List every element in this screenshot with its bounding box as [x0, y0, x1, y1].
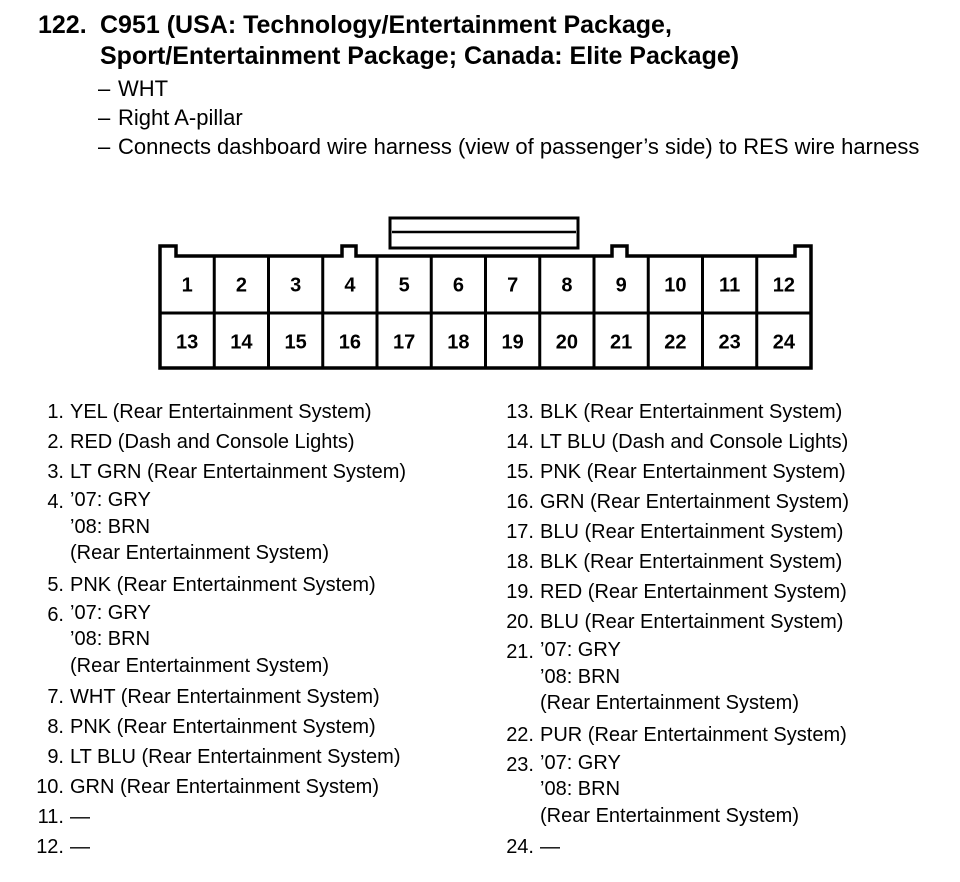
connector-title-line-2: Sport/Entertainment Package; Canada: Elite Package)	[100, 42, 740, 70]
pin-number: 20	[555, 331, 578, 354]
pin-wire-description: BLU (Rear Entertainment System)	[540, 521, 844, 543]
pin-number: 6	[452, 274, 464, 297]
pin-wire-description: ’07: GRY	[540, 751, 621, 774]
pin-wire-description: LT BLU (Rear Entertainment System)	[70, 746, 401, 768]
pin-number: 11	[719, 274, 741, 297]
pin-list-number: 21.	[506, 641, 534, 663]
pin-wire-description: PNK (Rear Entertainment System)	[70, 573, 376, 596]
pin-list-number: 17.	[506, 521, 534, 543]
pin-wire-description: ’08: BRN	[70, 515, 151, 538]
pin-number: 22	[664, 331, 687, 354]
pin-number: 14	[230, 331, 253, 354]
pin-wire-description: —	[540, 836, 560, 858]
pin-list-item	[30, 742, 470, 772]
pin-list-number: 14.	[506, 431, 534, 453]
pin-wire-description: ’07: GRY	[70, 489, 151, 511]
pin-number: 18	[447, 331, 470, 354]
pin-list-number: 6.	[47, 603, 64, 626]
pin-number: 19	[501, 331, 524, 354]
pin-list-item	[500, 637, 940, 717]
pin-wire-description: LT BLU (Dash and Console Lights)	[540, 431, 849, 453]
pin-wire-description: BLK (Rear Entertainment System)	[540, 551, 843, 573]
pin-wire-description: GRN (Rear Entertainment System)	[540, 491, 849, 513]
pin-wire-description: ’08: BRN	[540, 778, 621, 800]
connector-diagram	[0, 0, 960, 400]
detail-text: WHT	[118, 76, 169, 101]
pin-list-item	[30, 570, 470, 600]
pin-wire-description: PNK (Rear Entertainment System)	[540, 461, 846, 483]
pin-list-item	[30, 427, 470, 457]
pin-number: 7	[507, 274, 519, 297]
pin-number: 13	[176, 331, 199, 354]
pin-wire-description: LT GRN (Rear Entertainment System)	[70, 461, 407, 483]
pin-list-number: 13.	[506, 401, 534, 423]
pin-wire-description: —	[70, 836, 90, 858]
pin-list-number: 11.	[37, 806, 64, 828]
pin-list-item	[30, 682, 470, 712]
detail-text: Right A-pillar	[118, 105, 243, 130]
pin-number: 1	[181, 274, 193, 297]
connector-title-line-1: C951 (USA: Technology/Entertainment Package,	[100, 11, 672, 39]
pin-list-item	[30, 802, 470, 832]
pin-list-item	[30, 600, 470, 680]
pin-wire-description: PUR (Rear Entertainment System)	[540, 723, 847, 746]
pin-number: 21	[610, 331, 633, 354]
pin-number: 4	[344, 274, 356, 297]
detail-text: Connects dashboard wire harness (view of passenger’s side) to RES wire harness	[118, 134, 920, 159]
pin-list-number: 18.	[506, 551, 534, 573]
pin-wire-description: BLU (Rear Entertainment System)	[540, 611, 844, 633]
pin-list-item	[500, 457, 940, 487]
pin-list-item	[30, 457, 470, 487]
pin-wire-description: ’07: GRY	[70, 601, 151, 624]
pin-number: 24	[772, 331, 795, 354]
section-number: 122.	[38, 11, 87, 39]
pin-list-left	[30, 397, 470, 862]
pin-number: 23	[718, 331, 741, 354]
pin-list-item	[30, 772, 470, 802]
pin-wire-description: ’08: BRN	[540, 665, 621, 688]
pin-list-item	[30, 397, 470, 427]
pin-list-item	[500, 750, 940, 830]
pin-list-right	[500, 397, 940, 862]
pin-list-item	[500, 397, 940, 427]
pin-wire-description: (Rear Entertainment System)	[70, 542, 329, 564]
pin-list-number: 22.	[506, 723, 534, 746]
pin-list-number: 16.	[506, 491, 534, 513]
pin-list-item	[500, 427, 940, 457]
pin-number: 10	[664, 274, 687, 297]
pin-wire-description: BLK (Rear Entertainment System)	[540, 401, 843, 423]
pin-list-item	[500, 517, 940, 547]
pin-list-number: 8.	[47, 716, 64, 738]
pin-wire-description: RED (Rear Entertainment System)	[540, 581, 847, 603]
pin-wire-description: YEL (Rear Entertainment System)	[70, 401, 372, 423]
pin-wire-description: RED (Dash and Console Lights)	[70, 431, 355, 453]
pin-list-number: 9.	[47, 746, 64, 768]
pin-wire-description: (Rear Entertainment System)	[540, 692, 799, 714]
pin-list-number: 1.	[47, 401, 64, 423]
pin-wire-description: —	[70, 806, 90, 828]
pin-list-number: 15.	[506, 461, 534, 483]
pin-wire-description: ’07: GRY	[540, 639, 621, 661]
pin-list-number: 12.	[36, 836, 64, 858]
pin-wire-description: ’08: BRN	[70, 628, 151, 650]
pin-number: 17	[393, 331, 416, 354]
pin-wire-description: GRN (Rear Entertainment System)	[70, 776, 379, 798]
pin-list-item	[500, 487, 940, 517]
pin-list-number: 20.	[506, 611, 534, 633]
pin-list-item	[500, 832, 940, 862]
pin-list-item	[500, 577, 940, 607]
connector-face-svg	[0, 0, 960, 400]
pin-number: 15	[284, 331, 307, 354]
pin-list-item	[30, 832, 470, 862]
pin-wire-description: (Rear Entertainment System)	[540, 804, 799, 827]
pin-list-number: 2.	[47, 431, 64, 453]
bullet-dash: –	[98, 105, 111, 130]
pin-list-number: 3.	[47, 461, 64, 483]
pin-list-number: 24.	[506, 836, 534, 858]
pin-list-number: 23.	[506, 753, 534, 776]
pin-list-item	[30, 487, 470, 567]
pin-list-item	[500, 607, 940, 637]
pin-list-item	[30, 712, 470, 742]
pin-list-number: 5.	[47, 573, 64, 596]
pin-number: 12	[772, 274, 795, 297]
pin-list-item	[500, 720, 940, 750]
bullet-dash: –	[98, 134, 111, 159]
pin-number: 8	[561, 274, 573, 297]
pin-list-number: 4.	[47, 491, 64, 513]
pin-list-item	[500, 547, 940, 577]
pin-wire-description: PNK (Rear Entertainment System)	[70, 716, 376, 738]
pin-number: 3	[290, 274, 302, 297]
pin-number: 2	[235, 274, 247, 297]
pin-number: 16	[338, 331, 361, 354]
pin-list-number: 19.	[506, 581, 534, 603]
pin-list-number: 10.	[36, 776, 64, 798]
pin-list-number: 7.	[47, 686, 64, 708]
pin-number: 5	[398, 274, 410, 297]
bullet-dash: –	[98, 76, 111, 101]
pin-number: 9	[615, 274, 627, 297]
pin-wire-description: WHT (Rear Entertainment System)	[70, 686, 380, 708]
pin-wire-description: (Rear Entertainment System)	[70, 654, 329, 677]
